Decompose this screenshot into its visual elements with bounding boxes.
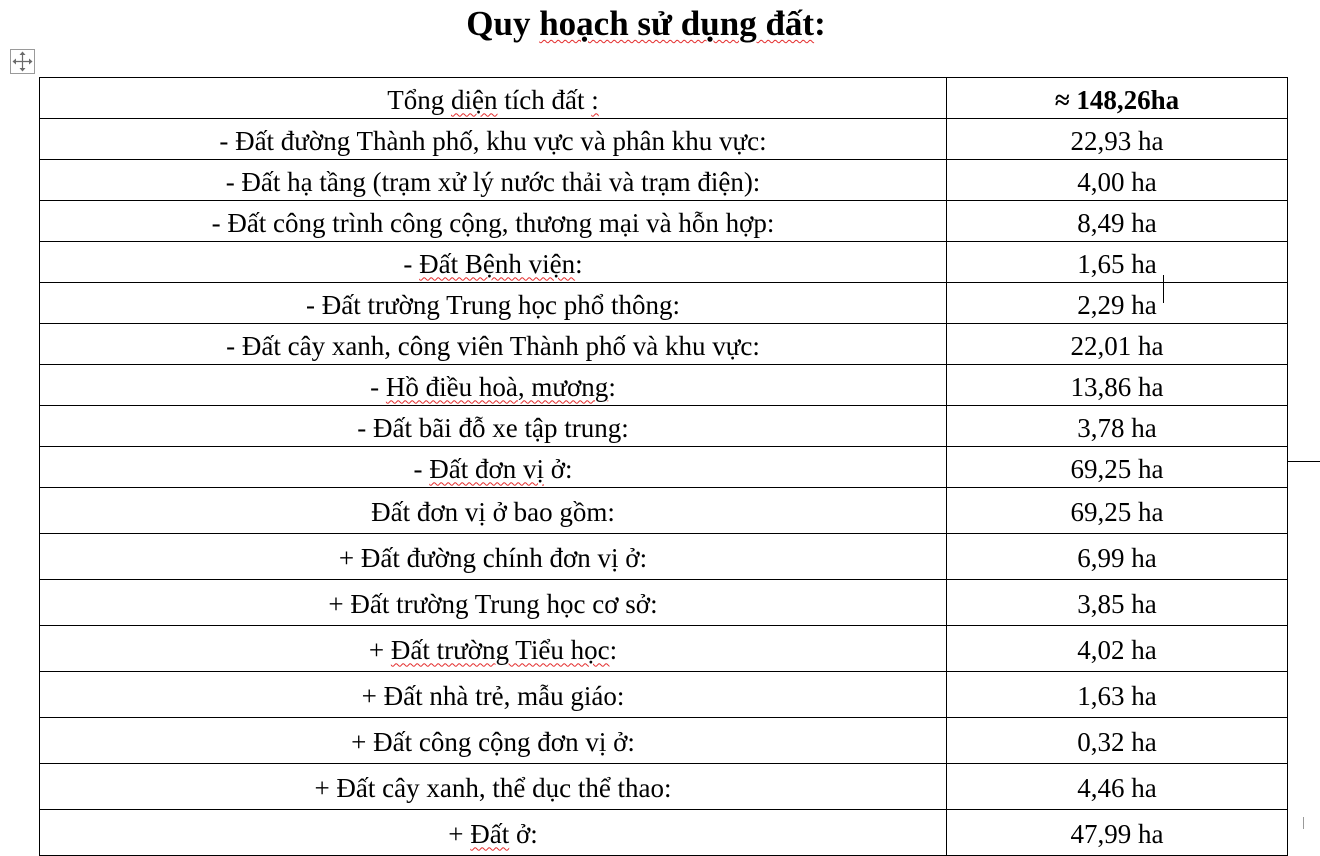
row-value-cell[interactable]: 8,49 ha — [947, 201, 1288, 242]
row-label-cell[interactable] — [40, 242, 947, 283]
table-row — [40, 718, 1288, 764]
row-value-cell[interactable]: 1,63 ha — [947, 672, 1288, 718]
page-corner-mark — [1303, 817, 1304, 829]
table-row — [40, 447, 1288, 488]
label-segment: - — [370, 371, 386, 402]
table-row — [40, 119, 1288, 160]
row-value-cell[interactable]: 69,25 ha — [947, 447, 1288, 488]
table-row — [40, 160, 1288, 201]
row-label-cell[interactable] — [40, 672, 947, 718]
table-row — [40, 626, 1288, 672]
row-value-cell[interactable]: 22,01 ha — [947, 324, 1288, 365]
row-value-cell[interactable]: 0,32 ha — [947, 718, 1288, 764]
label-segment: : — [609, 634, 618, 665]
label-segment: : — [575, 248, 583, 279]
row-label-cell[interactable] — [40, 406, 947, 447]
label-segment-spellcheck: diện — [451, 84, 498, 115]
row-label-cell[interactable] — [40, 764, 947, 810]
row-value-cell[interactable]: 69,25 ha — [947, 488, 1288, 534]
label-segment-spellcheck: Đất trường Tiểu học — [390, 634, 610, 665]
label-segment: + — [368, 634, 391, 665]
table-row-total — [40, 78, 1288, 119]
label-segment: - Đất bãi đỗ xe tập trung: — [357, 412, 629, 443]
table-row — [40, 283, 1288, 324]
title-word-quy: Quy — [466, 4, 531, 43]
total-value-cell[interactable]: ≈ 148,26ha — [947, 78, 1288, 119]
table-row — [40, 672, 1288, 718]
row-value-cell[interactable]: 22,93 ha — [947, 119, 1288, 160]
label-segment: - Đất đường Thành phố, khu vực và phân khu vực: — [219, 125, 767, 156]
label-segment: - Đất công trình công cộng, thương mại và hỗn hợp: — [211, 207, 775, 238]
label-segment-spellcheck: Đất đơn vị — [429, 453, 544, 484]
label-segment: - — [413, 453, 430, 484]
label-segment: + Đất công cộng đơn vị ở: — [351, 726, 635, 757]
label-segment: + Đất đường chính đơn vị ở: — [338, 542, 648, 573]
label-segment: Tổng — [387, 84, 451, 115]
row-label-cell[interactable] — [40, 534, 947, 580]
label-segment-spellcheck: Đất — [470, 818, 510, 849]
table-row — [40, 810, 1288, 856]
row-label-cell[interactable] — [40, 580, 947, 626]
row-value-cell[interactable]: 6,99 ha — [947, 534, 1288, 580]
row-value-cell[interactable]: 47,99 ha — [947, 810, 1288, 856]
label-segment: ở: — [509, 818, 538, 849]
table-row — [40, 488, 1288, 534]
row-label-cell[interactable] — [40, 626, 947, 672]
row-label-cell[interactable] — [40, 365, 947, 406]
land-use-table[interactable] — [39, 77, 1288, 856]
table-row — [40, 242, 1288, 283]
title-spellcheck-segment: hoạch sử dụng đất — [539, 4, 815, 43]
label-segment-spellcheck: : — [591, 84, 599, 115]
table-row — [40, 406, 1288, 447]
row-label-cell[interactable] — [40, 201, 947, 242]
document-title[interactable] — [0, 2, 1292, 46]
row-label-cell[interactable] — [40, 810, 947, 856]
row-label-cell[interactable] — [40, 718, 947, 764]
row-value-cell[interactable]: 13,86 ha — [947, 365, 1288, 406]
label-segment: + Đất nhà trẻ, mẫu giáo: — [361, 680, 625, 711]
row-value-cell[interactable]: 4,02 ha — [947, 626, 1288, 672]
row-label-cell[interactable] — [40, 324, 947, 365]
row-label-cell[interactable] — [40, 447, 947, 488]
row-label-cell[interactable] — [40, 160, 947, 201]
label-segment: - — [403, 248, 420, 279]
text-cursor — [1163, 275, 1164, 303]
row-value-cell[interactable]: 3,78 ha — [947, 406, 1288, 447]
table-row — [40, 580, 1288, 626]
label-segment: + Đất cây xanh, thể dục thể thao: — [314, 772, 672, 803]
row-value-cell[interactable]: 4,00 ha — [947, 160, 1288, 201]
row-value-cell[interactable]: 3,85 ha — [947, 580, 1288, 626]
four-way-move-icon — [11, 50, 34, 73]
table-row — [40, 764, 1288, 810]
row-label-cell[interactable] — [40, 119, 947, 160]
label-segment: : — [608, 371, 616, 402]
label-segment: + — [448, 818, 471, 849]
table-move-handle[interactable] — [10, 49, 35, 74]
row-value-cell[interactable]: 1,65 ha — [947, 242, 1288, 283]
label-segment: - Đất cây xanh, công viên Thành phố và khu vực: — [226, 330, 760, 361]
table-row — [40, 365, 1288, 406]
row-value-cell[interactable]: 2,29 ha — [947, 283, 1288, 324]
label-segment: Đất đơn vị ở bao gồm: — [371, 496, 615, 527]
table-row — [40, 201, 1288, 242]
title-colon: : — [814, 4, 826, 43]
total-label-cell[interactable] — [40, 78, 947, 119]
label-segment-spellcheck: Đất Bệnh viện — [419, 248, 576, 279]
table-row — [40, 534, 1288, 580]
label-segment-spellcheck: Hồ điều hoà, mương — [385, 371, 609, 402]
table-row — [40, 324, 1288, 365]
table-border-extension — [1287, 461, 1320, 462]
row-label-cell[interactable] — [40, 488, 947, 534]
label-segment: - Đất hạ tầng (trạm xử lý nước thải và trạm điện): — [225, 166, 761, 197]
row-value-cell[interactable]: 4,46 ha — [947, 764, 1288, 810]
label-segment: + Đất trường Trung học cơ sở: — [328, 588, 658, 619]
label-segment: tích đất — [497, 84, 592, 115]
label-segment: ở: — [543, 453, 573, 484]
row-label-cell[interactable] — [40, 283, 947, 324]
label-segment: - Đất trường Trung học phổ thông: — [306, 289, 680, 320]
